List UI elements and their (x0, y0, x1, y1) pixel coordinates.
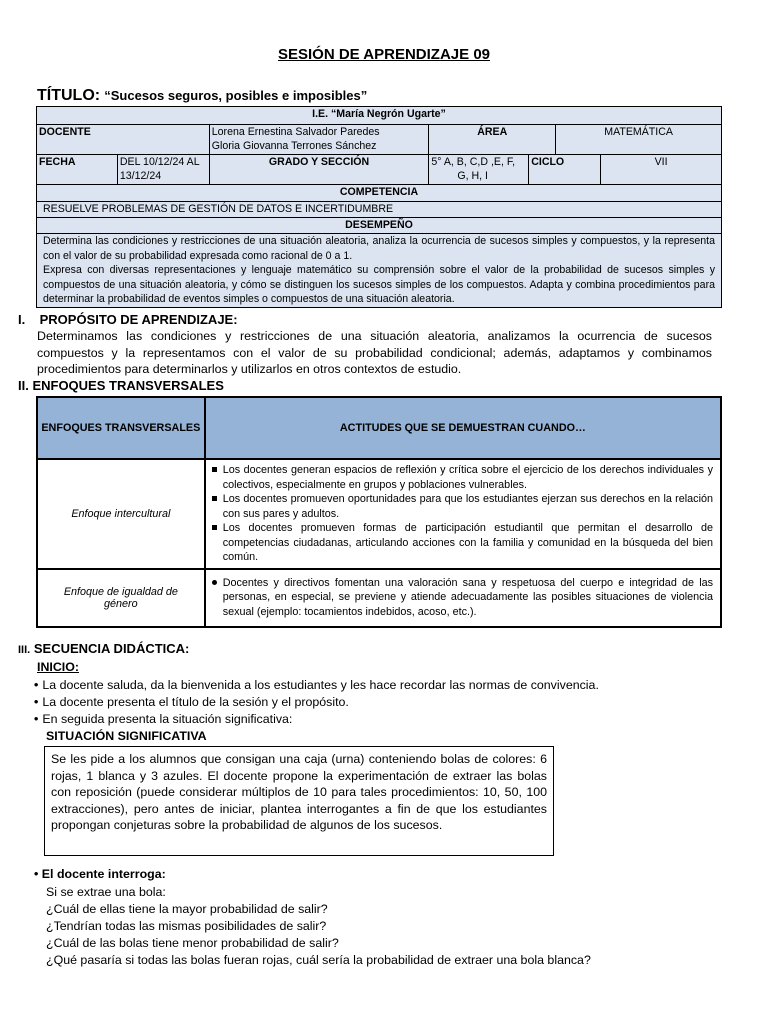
docente-1: Lorena Ernestina Salvador Paredes (211, 126, 380, 138)
list-item: ¿Cuál de ellas tiene la mayor probabilidad de salir? (46, 902, 328, 916)
list-item: Los docentes promueven formas de participación estudiantil que permitan el desarrollo de competencias ciudadanas, articulando acciones con la familia y comunidad en la búsqueda del bien común. (222, 522, 713, 563)
secuencia-heading-text: SECUENCIA DIDÁCTICA: (33, 641, 190, 656)
fecha-line-2: 13/12/24 (119, 170, 162, 182)
grado-value (429, 155, 529, 185)
titulo-value: “Sucesos seguros, posibles e imposibles” (104, 88, 368, 103)
list-item: ¿Cuál de las bolas tiene menor probabilidad de salir? (46, 936, 339, 950)
list-item: Los docentes generan espacios de reflexión y crítica sobre el ejercicio de los derechos individuales y colectivos, especialmente en grupos y poblaciones vulnerables. (222, 464, 713, 491)
fecha-label: FECHA (37, 155, 118, 185)
titulo-label: TÍTULO: (37, 87, 101, 104)
proposito-heading (18, 312, 238, 327)
session-title (37, 87, 367, 105)
secuencia-number: III. (18, 644, 31, 656)
proposito-number: I. (18, 312, 26, 327)
docente-names (209, 125, 429, 155)
competencia-label: COMPETENCIA (37, 185, 722, 202)
grado-label: GRADO Y SECCIÓN (209, 155, 429, 185)
list-item: Docentes y directivos fomentan una valoración sana y respetuosa del cuerpo e integridad de las personas, en especial, se previene y atiende adecuadamente las posibles situaciones de violencia sexual (ejemplo: tocamientos indebidos, acoso, etc.). (222, 576, 713, 618)
docente-label: DOCENTE (37, 125, 210, 155)
enfoques-heading: II. ENFOQUES TRANSVERSALES (18, 378, 224, 393)
desempeno-text-2: Expresa con diversas representaciones y lenguaje matemático su comprensión sobre el valor de la probabilidad de sucesos simples y compuestos de una situación aleatoria, y cómo se distinguen los sucesos simples de los compuestos. Adapta y combina procedimientos para determinar la probabilidad de eventos simples o compuestos de una situación aleatoria. (43, 264, 715, 305)
secuencia-heading (18, 641, 189, 656)
list-item: Si se extrae una bola: (46, 885, 166, 899)
situacion-label: SITUACIÓN SIGNIFICATIVA (46, 729, 207, 743)
school-name: I.E. “María Negrón Ugarte” (37, 107, 722, 125)
desempeno-label: DESEMPEÑO (37, 218, 722, 234)
area-label: ÁREA (429, 125, 556, 155)
fecha-line-1: DEL 10/12/24 AL (119, 156, 200, 168)
desempeno-text-1: Determina las condiciones y restricciones de una situación aleatoria, analiza la ocurrencia de sucesos simples y compuestos, y la representa con el valor de su probabilidad expresada como racional de 0 a 1. (43, 235, 715, 262)
list-item: ¿Qué pasaría si todas las bolas fueran rojas, cuál sería la probabilidad de extraer una bola blanca? (46, 953, 591, 967)
interroga-text: El docente interroga: (41, 867, 166, 881)
list-item: • La docente saluda, da la bienvenida a los estudiantes y les hace recordar las normas de convivencia. (34, 677, 599, 694)
page-title: SESIÓN DE APRENDIZAJE 09 (278, 46, 490, 63)
inicio-label: INICIO: (37, 660, 79, 674)
enfoques-col-header: ENFOQUES TRANSVERSALES (37, 397, 205, 459)
genero-actitudes (205, 569, 721, 627)
list-item: ¿Tendrían todas las mismas posibilidades de salir? (46, 919, 327, 933)
area-value: MATEMÁTICA (556, 125, 722, 155)
list-item: Los docentes promueven oportunidades para que los estudiantes ejerzan sus derechos en la relación con sus pares y adultos. (222, 493, 713, 520)
info-table (36, 106, 722, 308)
grado-line-1: 5° A, B, C,D ,E, F, (431, 156, 516, 168)
ciclo-label: CICLO (529, 155, 601, 185)
proposito-heading-text: PROPÓSITO DE APRENDIZAJE: (39, 312, 238, 327)
list-item: • En seguida presenta la situación significativa: (34, 711, 599, 728)
desempeno-value (37, 234, 722, 308)
competencia-value: RESUELVE PROBLEMAS DE GESTIÓN DE DATOS E INCERTIDUMBRE (37, 202, 722, 218)
situacion-box: Se les pide a los alumnos que consigan una caja (urna) conteniendo bolas de colores: 6 rojas, 1 blanca y 3 azules. El docente propone la experimentación de extraer las bolas con reposición (puede considerar múltiplos de 10 para tales procedimientos: 10, 50, 100 extracciones), pero antes de iniciar, plantea interrogantes a fin de que los estudiantes propongan conjeturas sobre la probabilidad de algunos de los sucesos. (44, 746, 554, 856)
questions (46, 884, 591, 969)
interroga-label: • El docente interroga: (34, 867, 166, 881)
intercultural-actitudes (205, 459, 721, 569)
inicio-bullets (34, 677, 599, 728)
docente-2: Gloria Giovanna Terrones Sánchez (211, 140, 377, 152)
fecha-value (117, 155, 209, 185)
list-item: • La docente presenta el título de la sesión y el propósito. (34, 694, 599, 711)
grado-line-2: G, H, I (457, 170, 488, 182)
enfoques-table (36, 396, 722, 628)
ciclo-value: VII (601, 155, 722, 185)
enfoque-intercultural: Enfoque intercultural (37, 459, 205, 569)
enfoque-igualdad-genero: Enfoque de igualdad de género (37, 569, 205, 627)
actitudes-col-header: ACTITUDES QUE SE DEMUESTRAN CUANDO… (205, 397, 721, 459)
proposito-text: Determinamos las condiciones y restricciones de una situación aleatoria, analizamos la ocurrencia de sucesos compuestos y la representamos con el valor de su probabilidad condicional; además, adaptamos y combinamos procedimientos para determinarlos y utilizarlos en otros contextos de estudio. (37, 329, 712, 376)
